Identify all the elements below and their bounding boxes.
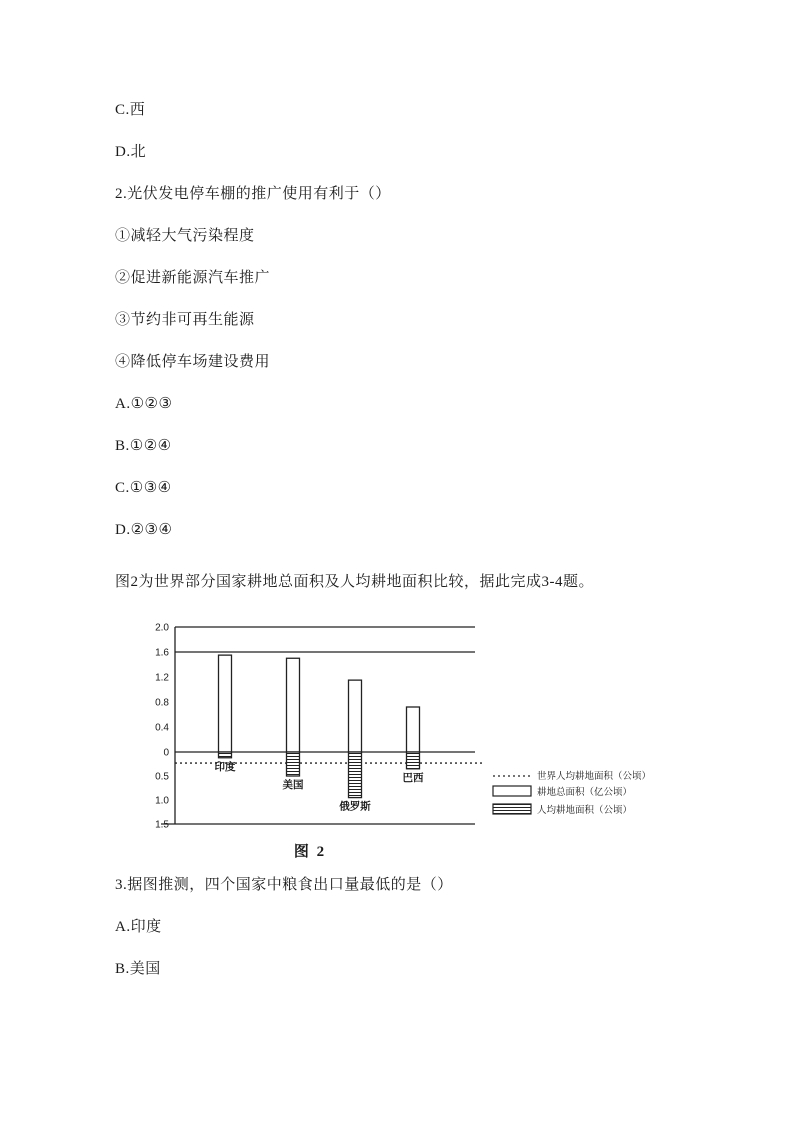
svg-text:1.0: 1.0	[155, 795, 169, 807]
option-d-north: D.北	[115, 144, 147, 160]
statement-2: ②促进新能源汽车推广	[115, 270, 271, 286]
statement-4: ④降低停车场建设费用	[115, 354, 271, 370]
figure-2	[145, 617, 685, 860]
figure-caption: 图 2	[293, 844, 327, 860]
svg-text:美国: 美国	[282, 779, 304, 791]
q3-option-a: A.印度	[115, 919, 162, 935]
question-3-stem: 3.据图推测，四个国家中粮食出口量最低的是（）	[115, 877, 453, 893]
svg-text:印度: 印度	[214, 760, 236, 773]
svg-text:1.2: 1.2	[155, 672, 169, 684]
figure-intro: 图2为世界部分国家耕地总面积及人均耕地面积比较，据此完成3-4题。	[115, 574, 594, 590]
svg-text:俄罗斯: 俄罗斯	[339, 800, 371, 813]
q2-option-b: B.①②④	[115, 438, 172, 454]
q3-option-b: B.美国	[115, 961, 161, 977]
option-c-west: C.西	[115, 102, 146, 118]
svg-text:耕地总面积（亿公顷）: 耕地总面积（亿公顷）	[537, 787, 633, 798]
svg-text:世界人均耕地面积（公顷）: 世界人均耕地面积（公顷）	[537, 771, 652, 782]
svg-text:2.0: 2.0	[155, 622, 169, 634]
svg-text:巴西: 巴西	[402, 771, 424, 784]
q2-option-d: D.②③④	[115, 522, 173, 538]
question-2-stem: 2.光伏发电停车棚的推广使用有利于（）	[115, 186, 391, 202]
svg-text:人均耕地面积（公顷）: 人均耕地面积（公顷）	[537, 805, 633, 816]
statement-1: ①减轻大气污染程度	[115, 228, 255, 244]
svg-text:0.5: 0.5	[155, 771, 169, 783]
svg-text:0.4: 0.4	[155, 722, 169, 734]
q2-option-a: A.①②③	[115, 396, 173, 412]
svg-text:1.5: 1.5	[155, 819, 169, 831]
svg-text:1.6: 1.6	[155, 647, 169, 659]
arable-land-bar-chart	[145, 617, 685, 843]
svg-text:0.8: 0.8	[155, 697, 169, 709]
statement-3: ③节约非可再生能源	[115, 312, 255, 328]
q2-option-c: C.①③④	[115, 480, 172, 496]
svg-text:0: 0	[163, 747, 169, 759]
